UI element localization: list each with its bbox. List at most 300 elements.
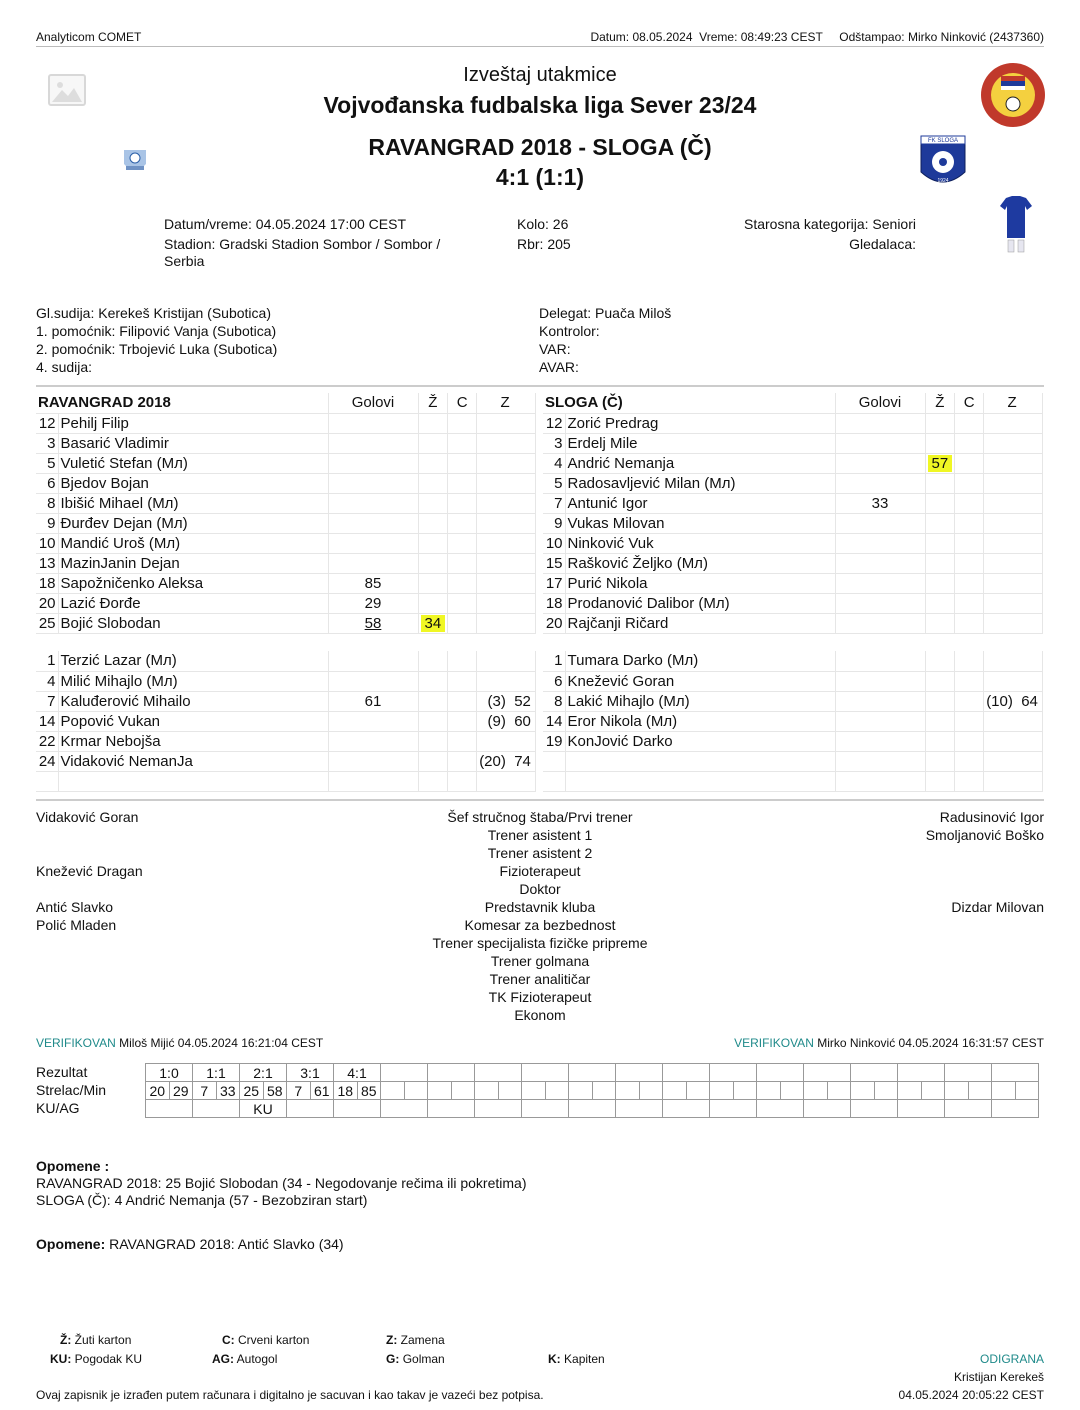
age-category: Starosna kategorija: Seniori xyxy=(744,216,916,232)
staff-role: Fizioterapeut xyxy=(499,863,581,879)
legend-ag: AG: Autogol xyxy=(212,1352,278,1366)
official-avar: AVAR: xyxy=(539,359,579,375)
player-row xyxy=(36,731,535,751)
player-red xyxy=(955,573,984,593)
player-goals xyxy=(835,751,925,771)
player-sub: (10) 64 xyxy=(984,691,1043,711)
staff-role: Šef stručnog štaba/Prvi trener xyxy=(447,809,633,825)
player-sub xyxy=(477,433,536,453)
player-row xyxy=(36,593,535,613)
player-number: 6 xyxy=(36,473,58,493)
home-staff xyxy=(36,808,336,1024)
player-number: 7 xyxy=(543,493,565,513)
player-yellow xyxy=(925,593,955,613)
player-red xyxy=(955,553,984,573)
player-red xyxy=(448,493,477,513)
home-staff-member xyxy=(36,988,336,1006)
app-name: Analyticom COMET xyxy=(36,30,142,44)
player-red xyxy=(448,413,477,433)
player-sub xyxy=(984,553,1043,573)
player-row xyxy=(36,553,535,573)
player-number: 13 xyxy=(36,553,58,573)
home-staff-member xyxy=(36,880,336,898)
player-red xyxy=(448,651,477,671)
away-staff-member: Dizdar Milovan xyxy=(951,899,1044,915)
player-yellow xyxy=(418,473,448,493)
ku-cell xyxy=(287,1100,334,1118)
scorer-row xyxy=(146,1082,1039,1100)
goal-minute: 85 xyxy=(364,574,382,592)
player-yellow xyxy=(418,513,448,533)
player-goals xyxy=(328,473,418,493)
player-sub xyxy=(477,651,536,671)
official-referee: Gl.sudija: Kerekeš Kristijan (Subotica) xyxy=(36,305,271,321)
player-red xyxy=(955,731,984,751)
warning-line-away: SLOGA (Č): 4 Andrić Nemanja (57 - Bezobziran start) xyxy=(36,1192,368,1208)
player-red xyxy=(448,573,477,593)
player-name: Ibišić Mihael (Mл) xyxy=(58,493,328,513)
player-goals xyxy=(835,671,925,691)
player-sub xyxy=(984,711,1043,731)
goal-minute: 33 xyxy=(871,494,889,512)
player-row xyxy=(543,671,1042,691)
player-sub xyxy=(984,613,1043,633)
spectators: Gledalaca: xyxy=(849,236,916,252)
goal-minute: 29 xyxy=(364,594,382,612)
ku-cell: KU xyxy=(240,1100,287,1118)
player-number: 1 xyxy=(36,651,58,671)
player-sub xyxy=(984,433,1043,453)
player-number: 22 xyxy=(36,731,58,751)
player-sub: (3) 52 xyxy=(477,691,536,711)
player-sub xyxy=(477,533,536,553)
player-goals xyxy=(835,433,925,453)
player-sub xyxy=(477,513,536,533)
player-number: 3 xyxy=(543,433,565,453)
player-sub xyxy=(477,573,536,593)
result-row xyxy=(146,1064,1039,1082)
verified-text: Mirko Ninković 04.05.2024 16:31:57 CEST xyxy=(817,1036,1044,1050)
player-number: 9 xyxy=(36,513,58,533)
player-red xyxy=(955,613,984,633)
scorer-minute: 58 xyxy=(263,1082,287,1100)
player-yellow xyxy=(925,711,955,731)
player-name: Bojić Slobodan xyxy=(58,613,328,633)
player-sub xyxy=(984,671,1043,691)
player-goals xyxy=(328,533,418,553)
home-lineup-table xyxy=(36,393,536,792)
staff-role: Trener asistent 1 xyxy=(487,827,593,843)
legend-ku: KU: Pogodak KU xyxy=(50,1352,143,1366)
player-sub xyxy=(984,413,1043,433)
away-staff-member xyxy=(744,1006,1044,1024)
player-red xyxy=(955,593,984,613)
official-delegate: Delegat: Puača Miloš xyxy=(539,305,672,321)
player-goals xyxy=(328,651,418,671)
warning-line-home: RAVANGRAD 2018: 25 Bojić Slobodan (34 - Negodovanje rečima ili pokretima) xyxy=(36,1175,527,1191)
player-yellow xyxy=(925,671,955,691)
player-row xyxy=(543,413,1042,433)
col-sub: Z xyxy=(477,393,536,413)
match-datetime: Datum/vreme: 04.05.2024 17:00 CEST xyxy=(164,216,407,232)
player-number: 24 xyxy=(36,751,58,771)
player-goals xyxy=(328,671,418,691)
officials-divider xyxy=(36,385,1044,387)
player-name: Đurđev Dejan (Mл) xyxy=(58,513,328,533)
player-sub xyxy=(477,593,536,613)
player-row xyxy=(543,493,1042,513)
home-staff-member xyxy=(36,844,336,862)
home-lineup xyxy=(36,393,539,792)
scorer-minute: 33 xyxy=(216,1082,240,1100)
col-goals: Golovi xyxy=(835,393,925,413)
match-stadium: Stadion: Gradski Stadion Sombor / Sombor / Serbia xyxy=(164,236,441,269)
player-name: Terzić Lazar (Mл) xyxy=(58,651,328,671)
player-red xyxy=(955,453,984,473)
away-lineup xyxy=(543,393,1046,792)
player-goals xyxy=(835,493,925,513)
player-name: Rašković Željko (Mл) xyxy=(565,553,835,573)
player-yellow xyxy=(418,413,448,433)
player-row xyxy=(543,553,1042,573)
player-goals xyxy=(835,533,925,553)
player-goals xyxy=(328,453,418,473)
scorer-minute: 85 xyxy=(357,1082,381,1100)
player-red xyxy=(955,493,984,513)
player-goals xyxy=(328,513,418,533)
yellow-card-minute: 34 xyxy=(421,615,446,632)
legend-red: C: Crveni karton xyxy=(222,1333,310,1347)
verified-tag: VERIFIKOVAN xyxy=(36,1036,116,1050)
scorer-minute: 61 xyxy=(310,1082,334,1100)
match-status: ODIGRANA xyxy=(979,1352,1044,1366)
away-staff-member xyxy=(744,880,1044,898)
player-sub xyxy=(984,493,1043,513)
player-row xyxy=(543,593,1042,613)
result-cell: 3:1 xyxy=(287,1064,334,1082)
player-sub xyxy=(984,593,1043,613)
report-title: Izveštaj utakmice xyxy=(463,64,617,86)
player-name: Milić Mihajlo (Mл) xyxy=(58,671,328,691)
away-staff-member xyxy=(744,862,1044,880)
player-sub xyxy=(984,651,1043,671)
label-scorer: Strelac/Min xyxy=(36,1082,107,1098)
player-red xyxy=(448,473,477,493)
score-grid xyxy=(145,1063,1039,1118)
player-red xyxy=(955,433,984,453)
player-goals xyxy=(835,651,925,671)
player-goals xyxy=(328,413,418,433)
player-sub xyxy=(477,493,536,513)
player-row xyxy=(543,453,1042,473)
player-number xyxy=(543,751,565,771)
print-meta: Datum: 08.05.2024 Vreme: 08:49:23 CEST Odštampao: Mirko Ninković (2437360) xyxy=(590,30,1044,44)
away-staff xyxy=(744,808,1044,1024)
player-number: 14 xyxy=(543,711,565,731)
player-red xyxy=(955,473,984,493)
player-sub xyxy=(984,473,1043,493)
player-number: 10 xyxy=(36,533,58,553)
player-number: 5 xyxy=(36,453,58,473)
player-red xyxy=(448,711,477,731)
player-goals xyxy=(328,711,418,731)
away-staff-member: Smoljanović Boško xyxy=(925,827,1044,843)
player-red xyxy=(955,533,984,553)
player-yellow xyxy=(925,473,955,493)
player-red xyxy=(448,613,477,633)
staff-warnings-title: Opomene: xyxy=(36,1236,106,1252)
score-labels xyxy=(36,1063,106,1117)
player-name: Antunić Igor xyxy=(565,493,835,513)
ku-cell xyxy=(334,1100,381,1118)
player-number: 12 xyxy=(36,413,58,433)
player-name: Bjedov Bojan xyxy=(58,473,328,493)
lineup-tail xyxy=(543,771,1042,791)
player-red xyxy=(955,711,984,731)
player-name xyxy=(565,751,835,771)
player-number: 1 xyxy=(543,651,565,671)
player-name: Erdelj Mile xyxy=(565,433,835,453)
result-cell: 4:1 xyxy=(334,1064,381,1082)
league-title: Vojvođanska fudbalska liga Sever 23/24 xyxy=(323,92,757,118)
ku-row xyxy=(146,1100,1039,1118)
player-number: 3 xyxy=(36,433,58,453)
goal-minute: 61 xyxy=(364,692,382,710)
staff-role: Ekonom xyxy=(514,1007,566,1023)
staff-role: Doktor xyxy=(519,881,561,897)
player-goals xyxy=(835,711,925,731)
player-goals xyxy=(835,573,925,593)
home-staff-member: Antić Slavko xyxy=(36,899,114,915)
player-goals xyxy=(328,433,418,453)
player-yellow xyxy=(418,493,448,513)
player-number: 25 xyxy=(36,613,58,633)
sloga-logo-text: FK SLOGA xyxy=(927,138,959,144)
player-sub: (20) 74 xyxy=(477,751,536,771)
staff-role: Trener analitičar xyxy=(489,971,591,987)
header-divider xyxy=(36,46,1044,47)
label-ku: KU/AG xyxy=(36,1100,80,1116)
player-sub: (9) 60 xyxy=(477,711,536,731)
player-yellow xyxy=(418,711,448,731)
match-number: Rbr: 205 xyxy=(517,236,571,252)
col-red: C xyxy=(448,393,477,413)
player-row xyxy=(36,711,535,731)
kit-icon xyxy=(1000,196,1032,254)
player-number: 17 xyxy=(543,573,565,593)
official-assistant-2: 2. pomoćnik: Trbojević Luka (Subotica) xyxy=(36,341,278,357)
player-sub xyxy=(477,413,536,433)
ku-cell xyxy=(193,1100,240,1118)
player-yellow xyxy=(925,553,955,573)
player-row xyxy=(36,573,535,593)
footer-note: Ovaj zapisnik je izrađen putem računara i digitalno je sacuvan i kao takav je vazeći bez potpisa. xyxy=(36,1388,544,1402)
col-goals: Golovi xyxy=(328,393,418,413)
player-name: Tumara Darko (Mл) xyxy=(565,651,835,671)
player-name: Vuletić Stefan (Mл) xyxy=(58,453,328,473)
player-yellow xyxy=(418,453,448,473)
player-number: 18 xyxy=(543,593,565,613)
player-red xyxy=(955,751,984,771)
player-number: 4 xyxy=(36,671,58,691)
legend-yellow: Ž: Žuti karton xyxy=(60,1333,132,1347)
player-goals xyxy=(328,593,418,613)
legend-gk: G: Golman xyxy=(386,1352,445,1366)
player-name: Basarić Vladimir xyxy=(58,433,328,453)
player-red xyxy=(955,413,984,433)
player-number: 5 xyxy=(543,473,565,493)
scorer-number: 18 xyxy=(334,1082,358,1100)
player-goals xyxy=(835,413,925,433)
player-sub xyxy=(477,473,536,493)
player-red xyxy=(448,731,477,751)
player-yellow xyxy=(925,433,955,453)
match-score: 4:1 (1:1) xyxy=(495,164,585,190)
home-staff-member xyxy=(36,826,336,844)
player-number: 15 xyxy=(543,553,565,573)
player-yellow xyxy=(418,553,448,573)
player-row xyxy=(36,453,535,473)
player-goals xyxy=(835,593,925,613)
player-red xyxy=(448,671,477,691)
player-yellow xyxy=(925,413,955,433)
player-goals xyxy=(835,473,925,493)
player-yellow xyxy=(418,613,448,633)
home-staff-member: Polić Mladen xyxy=(36,917,117,933)
footer-timestamp: 04.05.2024 20:05:22 CEST xyxy=(898,1388,1044,1402)
team-name: SLOGA (Č) xyxy=(543,393,835,413)
player-row xyxy=(543,613,1042,633)
player-red xyxy=(955,513,984,533)
player-number: 20 xyxy=(543,613,565,633)
player-goals xyxy=(328,493,418,513)
player-number: 10 xyxy=(543,533,565,553)
staff-role: Trener asistent 2 xyxy=(487,845,593,861)
match-title: RAVANGRAD 2018 - SLOGA (Č) xyxy=(368,134,712,160)
player-yellow xyxy=(925,731,955,751)
player-name: Purić Nikola xyxy=(565,573,835,593)
player-yellow xyxy=(418,533,448,553)
player-name: Popović Vukan xyxy=(58,711,328,731)
home-staff-member xyxy=(36,952,336,970)
player-red xyxy=(448,751,477,771)
player-row xyxy=(543,433,1042,453)
verification-right xyxy=(734,1036,1044,1050)
player-row xyxy=(543,691,1042,711)
sloga-logo-year: 1924 xyxy=(937,178,949,184)
scorer-number: 25 xyxy=(240,1082,264,1100)
player-name: Lakić Mihajlo (Mл) xyxy=(565,691,835,711)
player-row xyxy=(36,493,535,513)
player-row xyxy=(543,573,1042,593)
player-goals xyxy=(328,731,418,751)
player-red xyxy=(448,553,477,573)
staff-role: Komesar za bezbednost xyxy=(464,917,616,933)
player-yellow xyxy=(925,691,955,711)
player-sub xyxy=(477,671,536,691)
player-name: MazinJanin Dejan xyxy=(58,553,328,573)
staff-roles xyxy=(340,808,740,1024)
player-yellow xyxy=(925,613,955,633)
player-name: KonJović Darko xyxy=(565,731,835,751)
official-var: VAR: xyxy=(539,341,571,357)
player-row xyxy=(543,711,1042,731)
player-goals xyxy=(328,613,418,633)
lineup-gap xyxy=(36,633,535,651)
player-number: 12 xyxy=(543,413,565,433)
player-row xyxy=(36,473,535,493)
warnings-title: Opomene : xyxy=(36,1158,110,1174)
player-number: 20 xyxy=(36,593,58,613)
player-yellow xyxy=(418,691,448,711)
player-yellow xyxy=(925,513,955,533)
staff-role: Predstavnik kluba xyxy=(484,899,596,915)
player-goals xyxy=(835,691,925,711)
player-goals xyxy=(835,731,925,751)
result-cell: 1:0 xyxy=(146,1064,193,1082)
scorer-number: 20 xyxy=(146,1082,170,1100)
player-name: Rajčanji Ričard xyxy=(565,613,835,633)
footer-referee: Kristijan Kerekeš xyxy=(953,1370,1044,1384)
staff-role: TK Fizioterapeut xyxy=(488,989,592,1005)
official-controller: Kontrolor: xyxy=(539,323,600,339)
staff-role: Trener golmana xyxy=(490,953,590,969)
goal-minute: 58 xyxy=(364,614,382,632)
player-name: Knežević Goran xyxy=(565,671,835,691)
player-yellow xyxy=(418,651,448,671)
player-name: Ninković Vuk xyxy=(565,533,835,553)
player-red xyxy=(955,671,984,691)
player-name: Krmar Nebojša xyxy=(58,731,328,751)
away-staff-member: Radusinović Igor xyxy=(939,809,1044,825)
player-sub xyxy=(984,533,1043,553)
player-sub xyxy=(984,453,1043,473)
away-staff-member xyxy=(744,988,1044,1006)
player-name: Prodanović Dalibor (Mл) xyxy=(565,593,835,613)
player-goals xyxy=(835,613,925,633)
officials-left xyxy=(36,304,277,376)
player-yellow xyxy=(418,751,448,771)
official-fourth: 4. sudija: xyxy=(36,359,93,375)
match-round: Kolo: 26 xyxy=(517,216,569,232)
player-number: 7 xyxy=(36,691,58,711)
player-red xyxy=(448,533,477,553)
player-row xyxy=(543,651,1042,671)
home-staff-member: Knežević Dragan xyxy=(36,863,143,879)
player-goals xyxy=(328,691,418,711)
lineup-header xyxy=(543,393,1042,413)
legend-sub: Z: Zamena xyxy=(386,1333,445,1347)
col-red: C xyxy=(955,393,984,413)
player-name: Zorić Predrag xyxy=(565,413,835,433)
player-row xyxy=(36,433,535,453)
player-row xyxy=(543,533,1042,553)
player-number: 8 xyxy=(36,493,58,513)
staff-warnings-text: RAVANGRAD 2018: Antić Slavko (34) xyxy=(109,1236,344,1252)
player-number: 4 xyxy=(543,453,565,473)
home-staff-member xyxy=(36,970,336,988)
player-yellow xyxy=(418,593,448,613)
scorer-number: 7 xyxy=(193,1082,217,1100)
col-yellow: Ž xyxy=(925,393,955,413)
scorer-number: 7 xyxy=(287,1082,311,1100)
player-name: Radosavljević Milan (Mл) xyxy=(565,473,835,493)
player-goals xyxy=(328,553,418,573)
player-row xyxy=(543,473,1042,493)
player-sub xyxy=(984,751,1043,771)
player-row xyxy=(36,751,535,771)
player-name: Vidaković NemanJa xyxy=(58,751,328,771)
